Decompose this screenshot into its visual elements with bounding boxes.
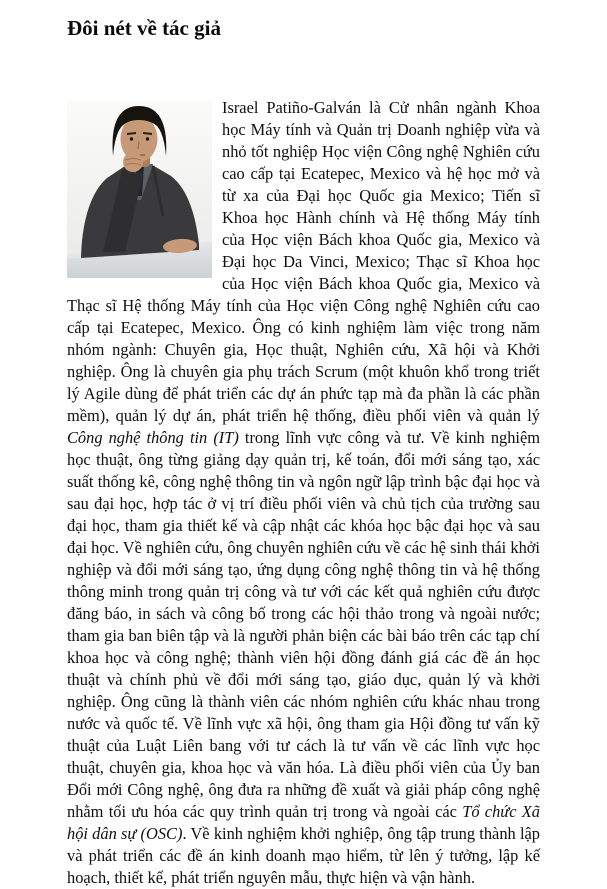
photo-eye-left [130,137,133,140]
paragraph-segment-italic: Công nghệ thông tin (IT) [67,428,239,447]
author-photo [67,100,212,278]
author-bio-paragraph [67,97,540,889]
paragraph-segment-italic: Tổ chức Xã hội dân sự (OSC) [67,802,540,843]
paragraph-segment: trong lĩnh vực công và tư. Về kinh nghiệm học thuật, ông từng giảng dạy quản trị, kế toán, đổi mới sáng tạo, xác suất thống kê, công nghệ thông tin và ngôn ngữ lập trình bậc đại học và sau đại học, hợp tác ở vị trí điều phối viên và chủ tịch của trường sau đại học, tham gia thiết kế và cập nhật các khóa học bậc đại học và sau đại học. Về nghiên cứu, ông chuyên nghiên cứu về các hệ sinh thái khởi nghiệp và đổi mới sáng tạo, ứng dụng công nghệ thông tin và hệ thống thông minh trong quản trị công và tư với các kết quả nghiên cứu được đăng báo, in sách và công bố trong các hội thảo trong và ngoài nước; tham gia ban biên tập và là người phản biện các bài báo trên các tạp chí khoa học và công nghệ; thành viên hội đồng đánh giá các đề án học thuật và chính phủ về đổi mới sáng tạo, giáo dục, quản lý và khởi nghiệp. Ông cũng là thành viên các nhóm nghiên cứu khác nhau trong nước và quốc tế. Về lĩnh vực xã hội, ông tham gia Hội đồng tư vấn kỹ thuật của Luật Liên bang với tư cách là tư vấn về các lĩnh vực học thuật, chuyên gia, khoa học và văn hóa. Là điều phối viên của Ủy ban Đổi mới Công nghệ, ông đưa ra những đề xuất và giải pháp công nghệ nhằm tối ưu hóa các quy trình quản trị trong và ngoài các [67,428,540,821]
page-title: Đôi nét về tác giả [67,16,221,40]
photo-fist [123,152,143,172]
paragraph-segment: Israel Patiño-Galván là Cử nhân ngành Khoa học Máy tính và Quản trị Doanh nghiệp vừa và nhỏ tốt nghiệp Học viện Công nghệ Nghiên cứu cao cấp tại Ecatepec, Mexico và hệ học mở và từ xa của Đại học Quốc gia Mexico; Tiến sĩ Khoa học Hành chính và Hệ thống Máy tính của Học viện Bách khoa Quốc gia, Mexico và Đại học Da Vinci, Mexico; Thạc sĩ Khoa học của Học viện Bách khoa Quốc gia, Mexico và Thạc sĩ Hệ thống Máy tính của Học viện Công nghệ Nghiên cứu cao cấp tại Ecatepec, Mexico. Ông có kinh nghiệm làm việc trong năm nhóm ngành: Chuyên gia, Học thuật, Nghiên cứu, Xã hội và Khởi nghiệp. Ông là chuyên gia phụ trách Scrum (một khuôn khổ trong triết lý Agile dùng để phát triển các dự án phức tạp mà đa phần là các phần mềm), quản lý dự án, phát triển hệ thống, điều phối viên và quản lý [67,98,540,425]
paragraph-segment: . Về kinh nghiệm khởi nghiệp, ông tập trung thành lập và phát triển các đề án kinh doanh mạo hiểm, từ lên ý tưởng, lập kế hoạch, thiết kế, phát triển nguyên mẫu, thực hiện và vận hành. [67,824,540,887]
photo-nose [138,141,139,149]
photo-eye-right [146,137,149,140]
